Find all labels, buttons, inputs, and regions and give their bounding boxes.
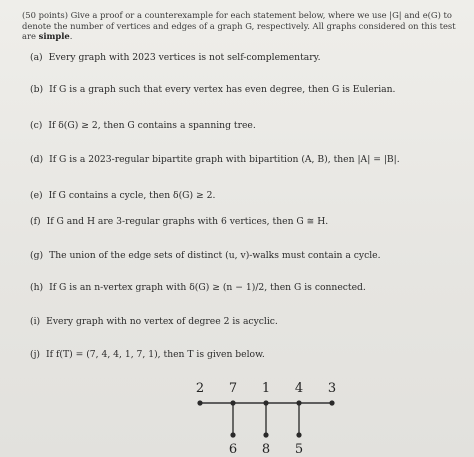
intro-text: (50 points) Give a proof or a counterexample for each statement below, where we use |G| and e(G) to denote the number of vertices and edges of a graph G, respectively. All graphs considered on this test are — [22, 10, 456, 41]
intro-end: . — [69, 31, 73, 41]
statement-text: Every graph with no vertex of degree 2 is acyclic. — [46, 316, 278, 327]
statement-label: (d) — [30, 154, 44, 165]
vertex-label: 3 — [327, 381, 337, 396]
vertex-label: 4 — [294, 381, 304, 396]
tree-vertex — [197, 400, 202, 405]
vertex-label: 2 — [195, 381, 205, 396]
statement-h — [30, 282, 460, 294]
tree-vertex — [263, 432, 268, 437]
tree-vertex — [263, 400, 268, 405]
statement-text: If G contains a cycle, then δ(G) ≥ 2. — [48, 190, 216, 201]
vertex-label: 5 — [294, 442, 304, 455]
statement-label: (j) — [30, 349, 41, 360]
statement-g — [30, 250, 460, 262]
statement-b — [30, 84, 460, 96]
statement-text: The union of the edge sets of distinct (u, v)-walks must contain a cycle. — [49, 250, 381, 261]
statement-label: (a) — [30, 52, 43, 63]
statement-j — [30, 349, 460, 361]
statement-i — [30, 316, 460, 328]
tree-vertex — [296, 432, 301, 437]
statement-f — [30, 216, 460, 228]
statement-a — [30, 52, 460, 64]
statement-label: (h) — [30, 282, 44, 293]
statement-label: (b) — [30, 84, 44, 95]
statement-text: If G is an n-vertex graph with δ(G) ≥ (n − 1)/2, then G is connected. — [49, 282, 366, 293]
problem-intro — [22, 10, 466, 42]
statement-text: If G is a graph such that every vertex has even degree, then G is Eulerian. — [49, 84, 396, 95]
statement-text: Every graph with 2023 vertices is not self-complementary. — [48, 52, 321, 63]
statement-text: If G is a 2023-regular bipartite graph with bipartition (A, B), then |A| = |B|. — [49, 154, 400, 165]
statement-label: (f) — [30, 216, 41, 227]
vertex-label: 1 — [261, 381, 271, 396]
statement-label: (g) — [30, 250, 44, 261]
tree-vertex — [230, 400, 235, 405]
statement-text: If f(T) = (7, 4, 4, 1, 7, 1), then T is given below. — [46, 349, 265, 360]
statement-text: If δ(G) ≥ 2, then G contains a spanning tree. — [48, 120, 256, 131]
tree-vertex — [329, 400, 334, 405]
intro-emphasis: simple — [38, 31, 70, 41]
vertex-label: 6 — [228, 442, 238, 455]
vertex-label: 8 — [261, 442, 271, 455]
statement-e — [30, 190, 460, 202]
statement-label: (c) — [30, 120, 43, 131]
statement-text: If G and H are 3-regular graphs with 6 vertices, then G ≅ H. — [46, 216, 329, 227]
statement-d — [30, 154, 460, 166]
statement-label: (e) — [30, 190, 43, 201]
statement-c — [30, 120, 460, 132]
tree-diagram — [190, 375, 350, 455]
tree-vertex — [230, 432, 235, 437]
vertex-label: 7 — [228, 381, 238, 396]
statement-label: (i) — [30, 316, 41, 327]
tree-vertex — [296, 400, 301, 405]
